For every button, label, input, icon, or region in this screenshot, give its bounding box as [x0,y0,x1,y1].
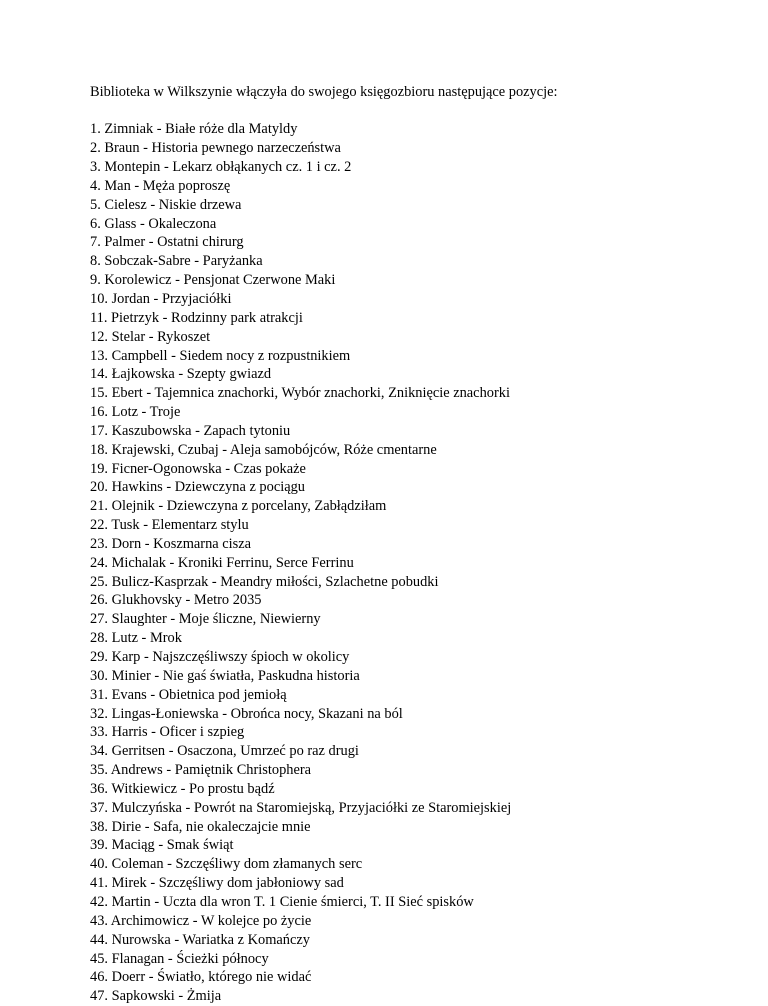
book-list-item: 26. Glukhovsky - Metro 2035 [90,592,262,609]
book-list-item: 12. Stelar - Rykoszet [90,328,211,345]
book-list-item: 42. Martin - Uczta dla wron T. 1 Cienie śmierci, T. II Sieć spisków [90,893,474,910]
book-list-item: 38. Dirie - Safa, nie okaleczajcie mnie [90,818,311,835]
book-list-item: 23. Dorn - Koszmarna cisza [90,535,252,552]
book-list-item: 33. Harris - Oficer i szpieg [90,724,245,741]
book-list [90,120,750,1006]
book-list-item: 20. Hawkins - Dziewczyna z pociągu [90,479,305,496]
book-list-item: 1. Zimniak - Białe róże dla Matyldy [90,121,298,138]
book-list-item: 40. Coleman - Szczęśliwy dom złamanych serc [90,856,363,873]
book-list-item: 8. Sobczak-Sabre - Paryżanka [90,253,263,270]
book-list-item: 44. Nurowska - Wariatka z Komańczy [90,931,310,948]
book-list-item: 16. Lotz - Troje [90,404,181,421]
book-list-item: 41. Mirek - Szczęśliwy dom jabłoniowy sad [90,875,344,892]
book-list-item: 39. Maciąg - Smak świąt [90,837,234,854]
book-list-item: 43. Archimowicz - W kolejce po życie [90,912,312,929]
book-list-item: 47. Sapkowski - Żmija [90,988,222,1005]
book-list-item: 24. Michalak - Kroniki Ferrinu, Serce Ferrinu [90,554,354,571]
book-list-item: 3. Montepin - Lekarz obłąkanych cz. 1 i cz. 2 [90,159,352,176]
book-list-item: 17. Kaszubowska - Zapach tytoniu [90,422,291,439]
book-list-item: 29. Karp - Najszczęśliwszy śpioch w okolicy [90,649,350,666]
book-list-item: 22. Tusk - Elementarz stylu [90,517,249,534]
book-list-item: 18. Krajewski, Czubaj - Aleja samobójców, Róże cmentarne [90,441,437,458]
book-list-item: 4. Man - Męża poproszę [90,177,231,194]
book-list-item: 10. Jordan - Przyjaciółki [90,290,232,307]
book-list-item: 19. Ficner-Ogonowska - Czas pokaże [90,460,306,477]
book-list-item: 46. Doerr - Światło, którego nie widać [90,969,312,986]
book-list-item: 25. Bulicz-Kasprzak - Meandry miłości, Szlachetne pobudki [90,573,439,590]
book-list-item: 13. Campbell - Siedem nocy z rozpustnikiem [90,347,351,364]
book-list-item: 21. Olejnik - Dziewczyna z porcelany, Zabłądziłam [90,498,387,515]
book-list-item: 14. Łajkowska - Szepty gwiazd [90,366,272,383]
book-list-item: 35. Andrews - Pamiętnik Christophera [90,762,312,779]
book-list-item: 7. Palmer - Ostatni chirurg [90,234,244,251]
book-list-item: 9. Korolewicz - Pensjonat Czerwone Maki [90,272,336,289]
book-list-item: 15. Ebert - Tajemnica znachorki, Wybór znachorki, Zniknięcie znachorki [90,385,510,402]
book-list-item: 36. Witkiewicz - Po prostu bądź [90,780,275,797]
book-list-item: 6. Glass - Okaleczona [90,215,217,232]
book-list-item: 32. Lingas-Łoniewska - Obrońca nocy, Skazani na ból [90,705,403,722]
book-list-item: 5. Cielesz - Niskie drzewa [90,196,242,213]
book-list-item: 34. Gerritsen - Osaczona, Umrzeć po raz drugi [90,743,359,760]
book-list-item: 28. Lutz - Mrok [90,630,182,647]
book-list-item: 45. Flanagan - Ścieżki północy [90,950,269,967]
document-page [90,83,750,1006]
book-list-item: 31. Evans - Obietnica pod jemiołą [90,686,287,703]
book-list-item: 27. Slaughter - Moje śliczne, Niewierny [90,611,321,628]
intro-paragraph: Biblioteka w Wilkszynie włączyła do swojego księgozbioru następujące pozycje: [90,84,558,100]
book-list-item: 11. Pietrzyk - Rodzinny park atrakcji [90,309,303,326]
book-list-item: 37. Mulczyńska - Powrót na Staromiejską, Przyjaciółki ze Staromiejskiej [90,799,512,816]
book-list-item: 30. Minier - Nie gaś światła, Paskudna historia [90,667,360,684]
book-list-item: 2. Braun - Historia pewnego narzeczeństwa [90,140,341,157]
